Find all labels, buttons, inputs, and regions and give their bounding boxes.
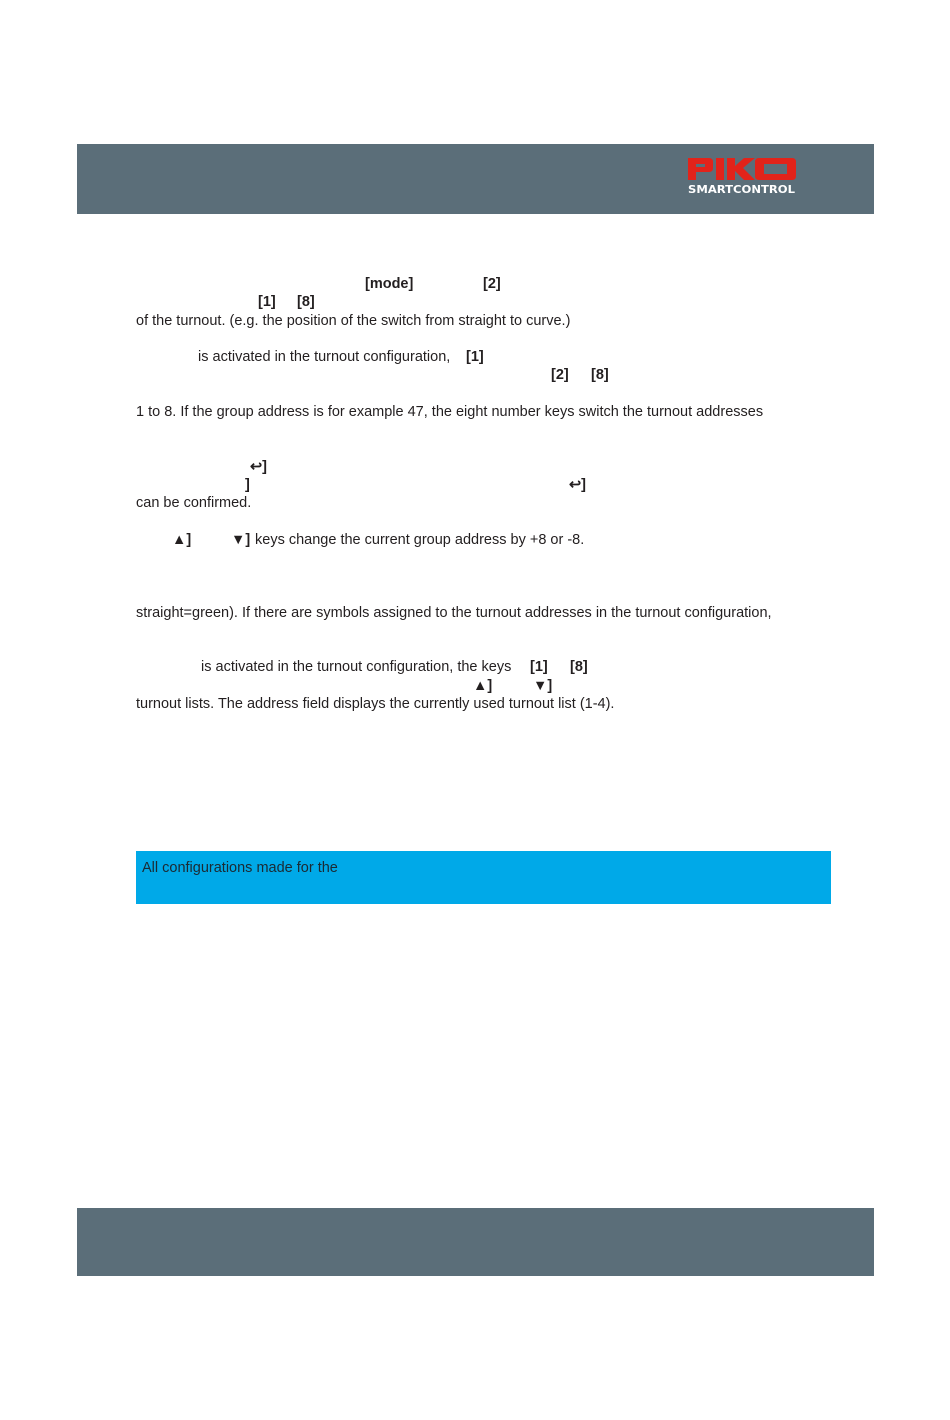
text-line-12 xyxy=(136,658,836,676)
text-line-13 xyxy=(136,677,836,695)
text-line-10 xyxy=(136,531,836,549)
key-bracket: ] xyxy=(245,477,250,493)
text-line-4 xyxy=(136,348,836,366)
body-text: turnout lists. The address field displays the currently used turnout list (1-4). xyxy=(136,696,615,712)
text-line-14 xyxy=(136,695,836,713)
body-text: straight=green). If there are symbols assigned to the turnout addresses in the turnout configuration, xyxy=(136,605,772,621)
up-arrow-key: ▲] xyxy=(473,678,493,694)
key-2: [2] xyxy=(551,367,569,383)
note-text: All configurations made for the xyxy=(142,860,338,876)
note-box xyxy=(136,851,831,904)
text-line-1 xyxy=(136,275,836,293)
text-line-7 xyxy=(136,458,836,476)
body-text: of the turnout. (e.g. the position of the switch from straight to curve.) xyxy=(136,313,571,329)
body-text: can be confirmed. xyxy=(136,495,252,511)
text-line-8 xyxy=(136,476,836,494)
key-1: [1] xyxy=(466,349,484,365)
up-arrow-key: ▲] xyxy=(172,532,192,548)
mode-key: [mode] xyxy=(365,276,414,292)
text-line-11 xyxy=(136,604,836,622)
key-1: [1] xyxy=(258,294,276,310)
body-text: is activated in the turnout configuration, the keys xyxy=(201,659,512,675)
key-8: [8] xyxy=(570,659,588,675)
text-line-2 xyxy=(136,293,836,311)
text-line-9 xyxy=(136,494,836,512)
down-arrow-key: ▼] xyxy=(231,532,251,548)
svg-text:SMARTCONTROL: SMARTCONTROL xyxy=(688,184,796,196)
body-text: keys change the current group address by +8 or -8. xyxy=(255,532,585,548)
text-line-3 xyxy=(136,312,836,330)
body-text: is activated in the turnout configuration, xyxy=(198,349,451,365)
down-arrow-key: ▼] xyxy=(533,678,553,694)
enter-key: ↩] xyxy=(569,477,586,493)
key-8: [8] xyxy=(591,367,609,383)
piko-smartcontrol-logo xyxy=(688,156,798,200)
body-text: 1 to 8. If the group address is for example 47, the eight number keys switch the turnout addresses xyxy=(136,404,764,420)
key-8: [8] xyxy=(297,294,315,310)
text-line-6 xyxy=(136,403,836,421)
enter-key: ↩] xyxy=(250,459,267,475)
text-line-5 xyxy=(136,366,836,384)
key-2: [2] xyxy=(483,276,501,292)
footer-band xyxy=(77,1208,874,1276)
key-1: [1] xyxy=(530,659,548,675)
